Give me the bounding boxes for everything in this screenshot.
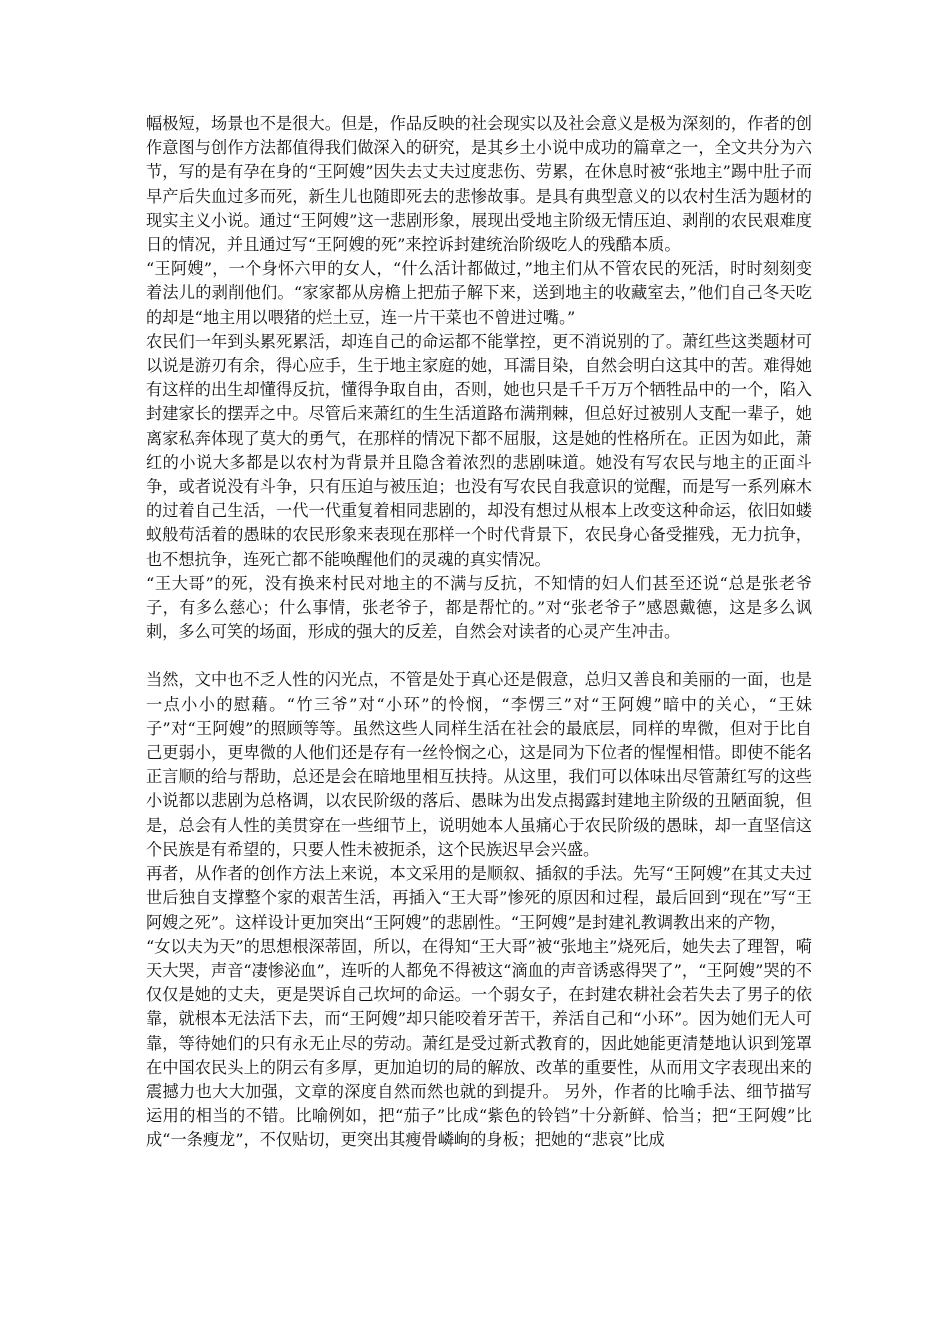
paragraph-7: “女以夫为天”的思想根深蒂固，所以，在得知“王大哥”被“张地主”烧死后，她失去了理智，嗬天大哭，声音“凄惨泌血”，连听的人都免不得被这“滴血的声音诱惑得哭了”，“王阿嫂”哭的不仅仅是她的丈夫，更是哭诉自己坎坷的命运。一个弱女子，在封建农耕社会若失去了男子的依靠，就根本无法活下去，而“王阿嫂”却只能咬着牙苦干，养活自己和“小环”。因为她们无人可靠，等待她们的只有永无止尽的劳动。萧红是受过新式教育的，因此她能更清楚地认识到笼罩在中国农民头上的阴云有多厚，更加迫切的局的解放、改革的重要性，从而用文字表现出来的震撼力也大大加强，文章的深度自然而然也就的到提升。 另外，作者的比喻手法、细节描写运用的相当的不错。比喻例如，把“茄子”比成“紫色的铃铛”十分新鲜、恰当；把“王阿嫂”比成“一条瘦龙”，不仅贴切，更突出其瘦骨嶙峋的身板；把她的“悲哀”比成	[146, 936, 812, 1150]
paragraph-5: 当然，文中也不乏人性的闪光点，不管是处于真心还是假意，总归又善良和美丽的一面，也是一点小小的慰藉。“竹三爷”对“小环”的怜悯，“李愣三”对“王阿嫂”暗中的关心，“王妹子”对“王阿嫂”的照顾等等。虽然这些人同样生活在社会的最底层，同样的卑微，但对于比自己更弱小，更卑微的人他们还是存有一丝怜悯之心，这是同为下位者的惺惺相惜。即使不能名正言顺的给与帮助，总还是会在暗地里相互扶持。从这里，我们可以体味出尽管萧红写的这些小说都以悲剧为总格调，以农民阶级的落后、愚昧为出发点揭露封建地主阶级的丑陋面貌，但是，总会有人性的美贯穿在一些细节上，说明她本人虽痛心于农民阶级的愚昧，却一直坚信这个民族是有希望的，只要人性未被扼杀，这个民族迟早会兴盛。	[146, 670, 812, 859]
paragraph-spacer	[146, 644, 812, 668]
paragraph-3: 农民们一年到头累死累活，却连自己的命运都不能掌控，更不消说别的了。萧红些这类题材可以说是游刃有余，得心应手，生于地主家庭的她，耳濡目染，自然会明白这其中的苦。难得她有这样的出生却懂得反抗，懂得争取自由，否则，她也只是千千万万个牺牲品中的一个，陷入封建家长的摆弄之中。尽管后来萧红的生生活道路布满荆棘，但总好过被别人支配一辈子，她离家私奔体现了莫大的勇气，在那样的情况下都不屈服，这是她的性格所在。正因为如此，萧红的小说大多都是以农村为背景并且隐含着浓烈的悲剧味道。她没有写农民与地主的正面斗争，或者说没有斗争，只有压迫与被压迫；也没有写农民自我意识的觉醒，而是写一系列麻木的过着自己生活，一代一代重复着相同悲剧的，却没有想过从根本上改变这种命运，依旧如蝼蚁般苟活着的愚昧的农民形象来表现在那样一个时代背景下，农民身心备受摧残，无力抗争，也不想抗争，连死亡都不能唤醒他们的灵魂的真实情况。	[146, 331, 812, 569]
paragraph-2: “王阿嫂”，一个身怀六甲的女人，“什么活计都做过，”地主们从不管农民的死活，时时刻刻变着法儿的剥削他们。“家家都从房檐上把茄子解下来，送到地主的收藏室去，”他们自己冬天吃的却是“地主用以喂猪的烂土豆，连一片干菜也不曾进过嘴。”	[146, 259, 812, 327]
paragraph-1: 幅极短，场景也不是很大。但是，作品反映的社会现实以及社会意义是极为深刻的，作者的创作意图与创作方法都值得我们做深入的研究，是其乡土小说中成功的篇章之一，全文共分为六节，写的是有孕在身的“王阿嫂”因失去丈夫过度悲伤、劳累，在休息时被“张地主”踢中肚子而早产后失血过多而死，新生儿也随即死去的悲惨故事。是具有典型意义的以农村生活为题材的现实主义小说。通过“王阿嫂”这一悲剧形象，展现出受地主阶级无情压迫、剥削的农民艰难度日的情况，并且通过写“王阿嫂的死”来控诉封建统治阶级吃人的残酷本质。	[146, 114, 812, 255]
paragraph-4: “王大哥”的死，没有换来村民对地主的不满与反抗，不知情的妇人们甚至还说“总是张老爷子，有多么慈心；什么事情，张老爷子，都是帮忙的。”对“张老爷子”感恩戴德，这是多么讽刺，多么可笑的场面，形成的强大的反差，自然会对读者的心灵产生冲击。	[146, 573, 812, 642]
document-page	[146, 112, 812, 1153]
paragraph-6: 再者，从作者的创作方法上来说，本文采用的是顺叙、插叙的手法。先写“王阿嫂”在其丈夫过世后独自支撑整个家的艰苦生活，再插入“王大哥”惨死的原因和过程，最后回到“现在”写“王阿嫂之死”。这样设计更加突出“王阿嫂”的悲剧性。“王阿嫂”是封建礼教调教出来的产物，	[146, 864, 812, 932]
